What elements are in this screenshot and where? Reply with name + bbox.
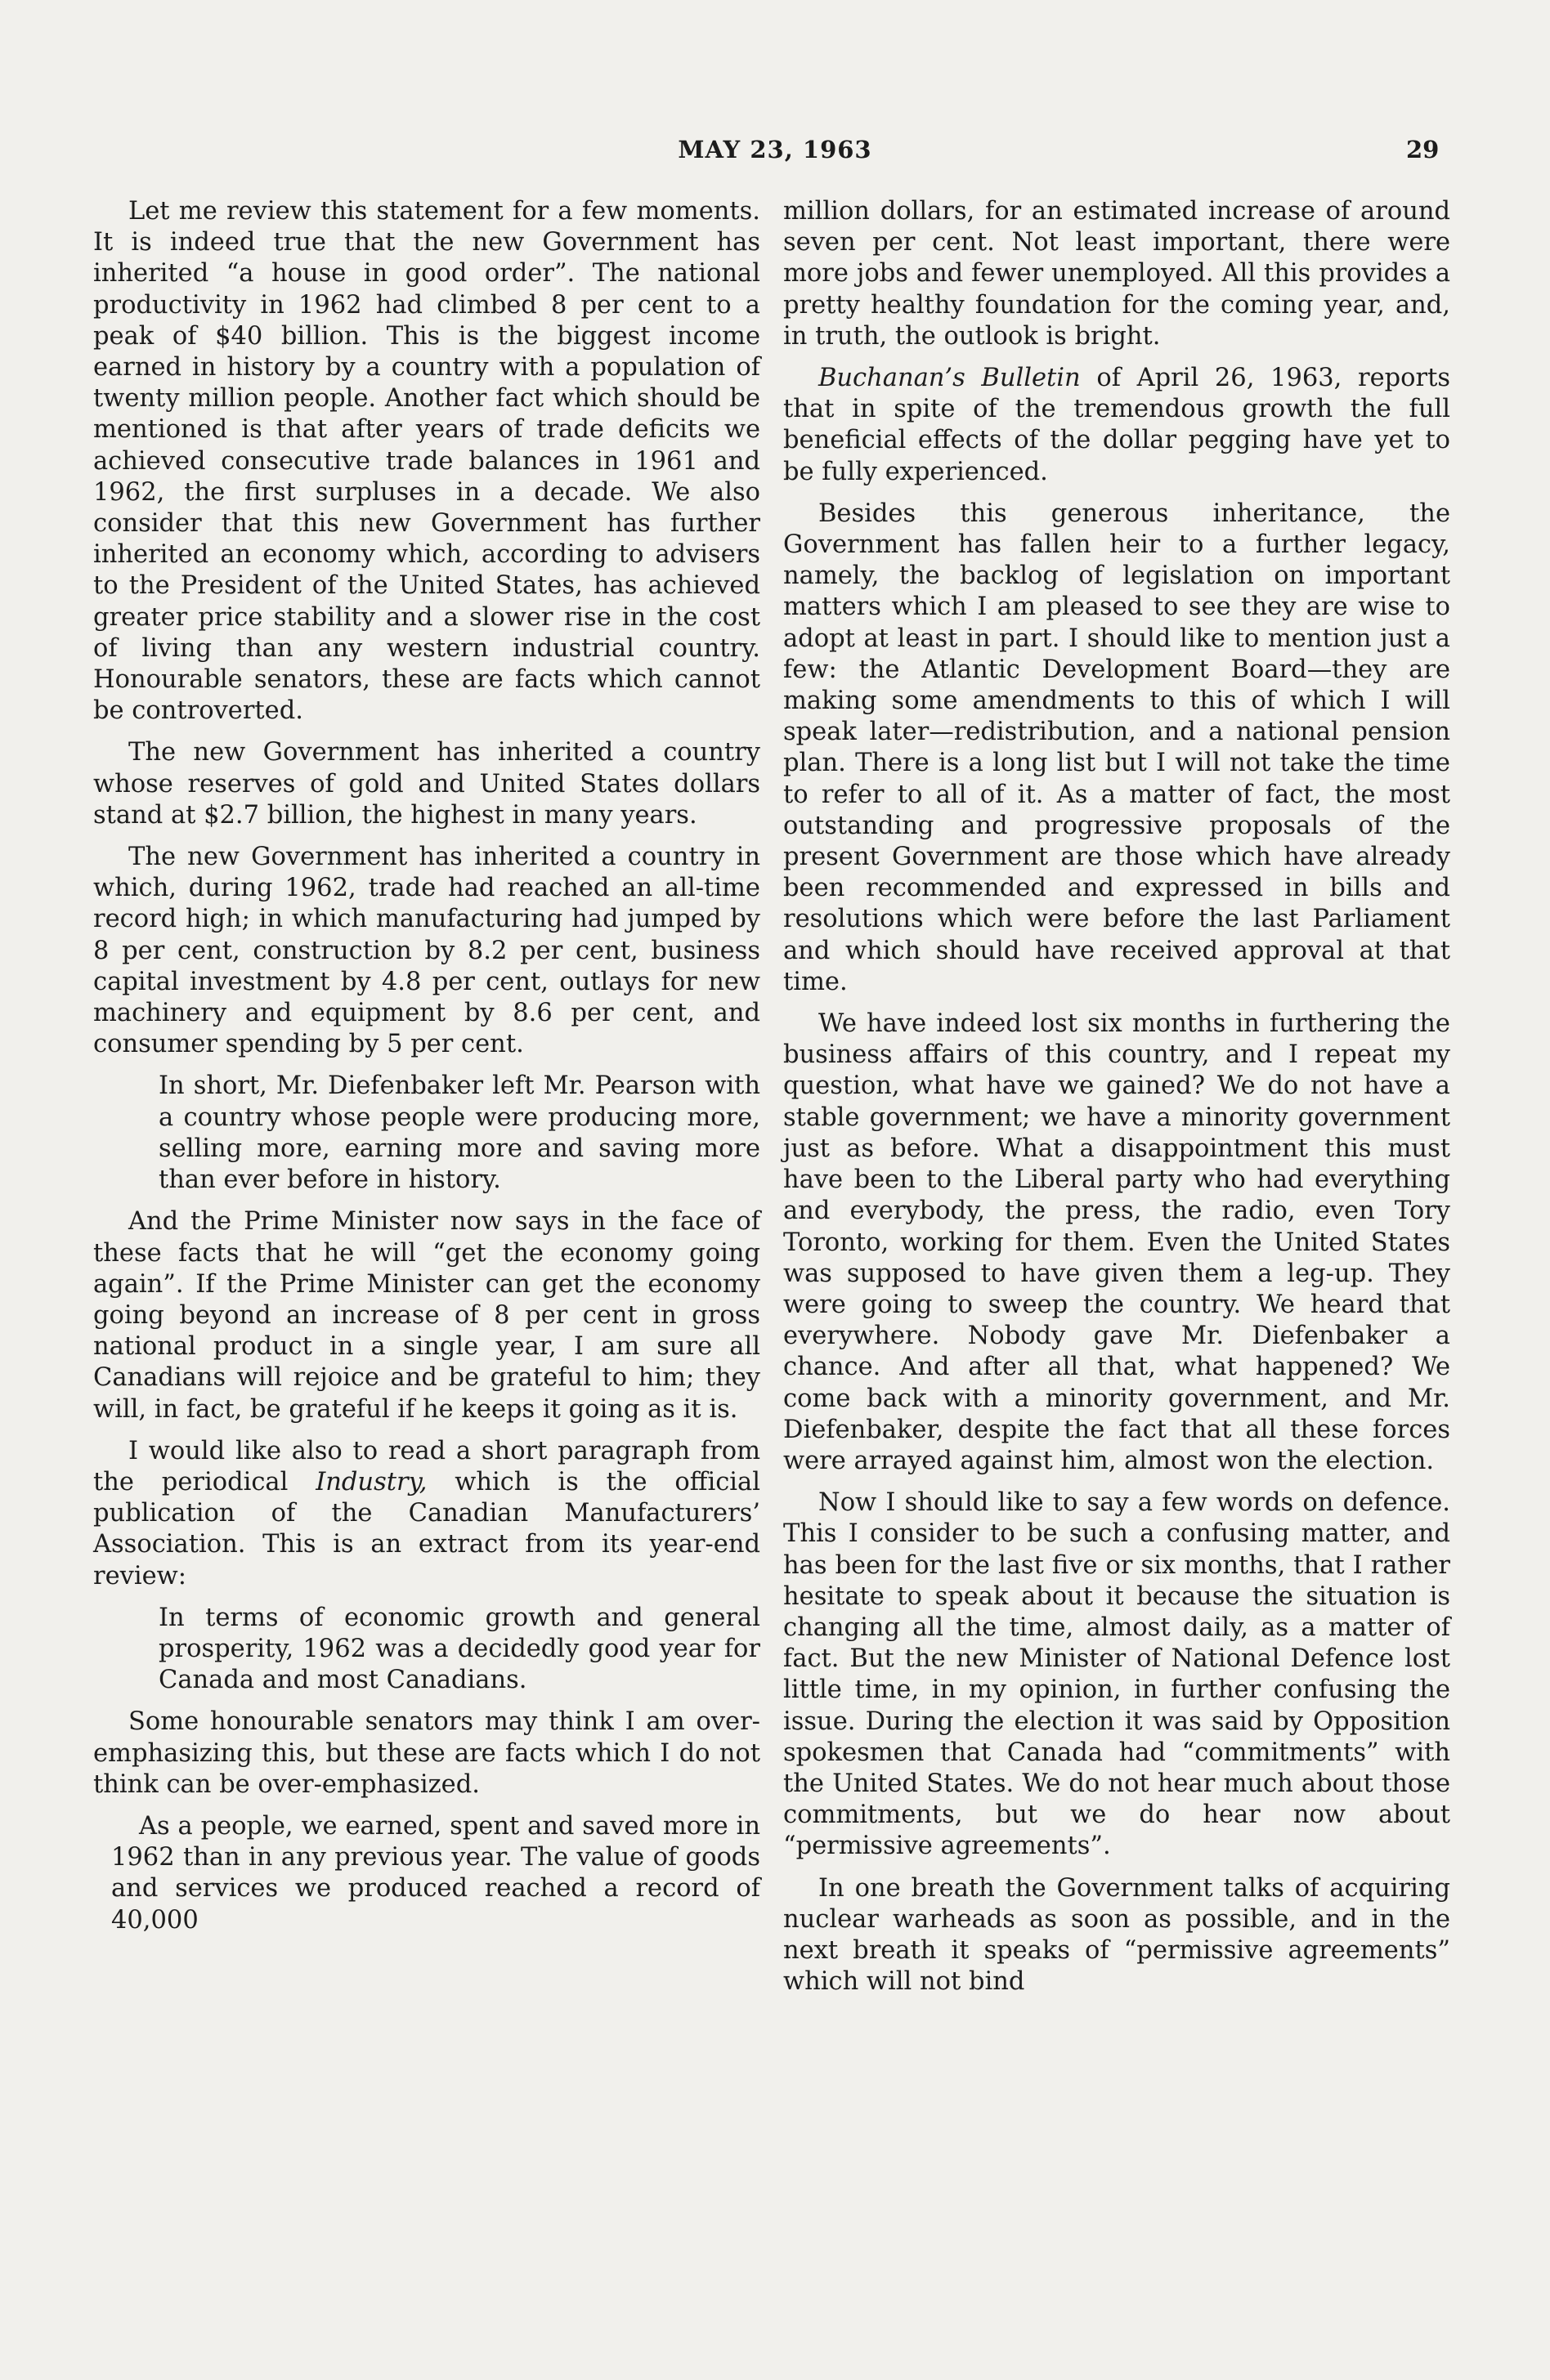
text-run: of April 26, 1963, reports that in spite of the tremendous growth the full beneficial effects of the dollar pegging have yet to be fully experienced. — [783, 364, 1451, 486]
paragraph — [93, 1436, 760, 1592]
left-column — [93, 196, 760, 1947]
periodical-title: Buchanan’s Bulletin — [818, 364, 1081, 393]
text-run: I would like also to read a short paragraph from the periodical — [93, 1436, 760, 1496]
paragraph: As a people, we earned, spent and saved more in 1962 than in any previous year. The value of goods and services we produced reached a record of 40,000 — [111, 1811, 760, 1935]
paragraph — [783, 363, 1450, 488]
paragraph: Now I should like to say a few words on defence. This I consider to be such a confusing matter, and has been for the last five or six months, that I rather hesitate to speak about it because the situation is changing all the time, almost daily, as a matter of fact. But the new Minister of National Defence lost little time, in my opinion, in further confusing the issue. During the election it was said by Opposition spokesmen that Canada had “commitments” with the United States. We do not hear much about those commitments, but we do hear now about “permissive agreements”. — [783, 1488, 1450, 1861]
page-number: 29 — [1406, 136, 1440, 163]
block-quote: In terms of economic growth and general prosperity, 1962 was a decidedly good year for Canada and most Canadians. — [159, 1603, 760, 1695]
periodical-title: Industry, — [316, 1467, 428, 1496]
paragraph: Besides this generous inheritance, the Government has fallen heir to a further legacy, namely, the backlog of legislation on important matters which I am pleased to see they are wise to adopt at least in part. I should like to mention just a few: the Atlantic Development Board—they are making some amendments to this of which I will speak later—redistribution, and a national pension plan. There is a long list but I will not take the time to refer to all of it. As a matter of fact, the most outstanding and progressive proposals of the present Government are those which have already been recommended and expressed in bills and resolutions which were before the last Parliament and which should have received approval at that time. — [783, 499, 1450, 996]
paragraph: million dollars, for an estimated increase of around seven per cent. Not least important, there were more jobs and fewer unemployed. All this provides a pretty healthy foundation for the coming year, and, in truth, the outlook is bright. — [783, 197, 1450, 351]
paragraph: And the Prime Minister now says in the face of these facts that he will “get the economy going again”. If the Prime Minister can get the economy going beyond an increase of 8 per cent in gross national product in a single year, I am sure all Canadians will rejoice and be grateful to him; they will, in fact, be grateful if he keeps it going as it is. — [93, 1207, 760, 1424]
paragraph: Some honourable senators may think I am over-emphasizing this, but these are facts which I do not think can be over-emphasized. — [93, 1707, 760, 1799]
page-header-date: MAY 23, 1963 — [678, 136, 872, 163]
paragraph: Let me review this statement for a few moments. It is indeed true that the new Government has inherited “a house in good order”. The national productivity in 1962 had climbed 8 per cent to a peak of $40 billion. This is the biggest income earned in history by a country with a population of twenty million people. Another fact which should be mentioned is that after years of trade deficits we achieved consecutive trade balances in 1961 and 1962, the first surpluses in a decade. We also consider that this new Government has further inherited an economy which, according to advisers to the President of the United States, has achieved greater price stability and a slower rise in the cost of living than any western industrial country. Honourable senators, these are facts which cannot be controverted. — [93, 197, 760, 726]
text-run: which is the official publication of the Canadian Manufacturers’ Association. This is an extract from its year-end review: — [93, 1467, 760, 1590]
paragraph: We have indeed lost six months in furthering the business affairs of this country, and I repeat my question, what have we gained? We do not have a stable government; we have a minority government just as before. What a disappointment this must have been to the Liberal party who had everything and everybody, the press, the radio, even Tory Toronto, working for them. Even the United States was supposed to have given them a leg-up. They were going to sweep the country. We heard that everywhere. Nobody gave Mr. Diefenbaker a chance. And after all that, what happened? We come back with a minority government, and Mr. Diefenbaker, despite the fact that all these forces were arrayed against him, almost won the election. — [783, 1009, 1450, 1475]
right-column — [783, 196, 1450, 2008]
paragraph: The new Government has inherited a country in which, during 1962, trade had reached an all-time record high; in which manufacturing had jumped by 8 per cent, construction by 8.2 per cent, business capital investment by 4.8 per cent, outlays for new machinery and equipment by 8.6 per cent, and consumer spending by 5 per cent. — [93, 843, 760, 1059]
block-quote: In short, Mr. Diefenbaker left Mr. Pearson with a country whose people were producing more, selling more, earning more and saving more than ever before in history. — [159, 1071, 760, 1195]
paragraph: In one breath the Government talks of acquiring nuclear warheads as soon as possible, and in the next breath it speaks of “permissive agreements” which will not bind — [783, 1873, 1450, 1997]
paragraph: The new Government has inherited a country whose reserves of gold and United States dollars stand at $2.7 billion, the highest in many years. — [93, 738, 760, 830]
